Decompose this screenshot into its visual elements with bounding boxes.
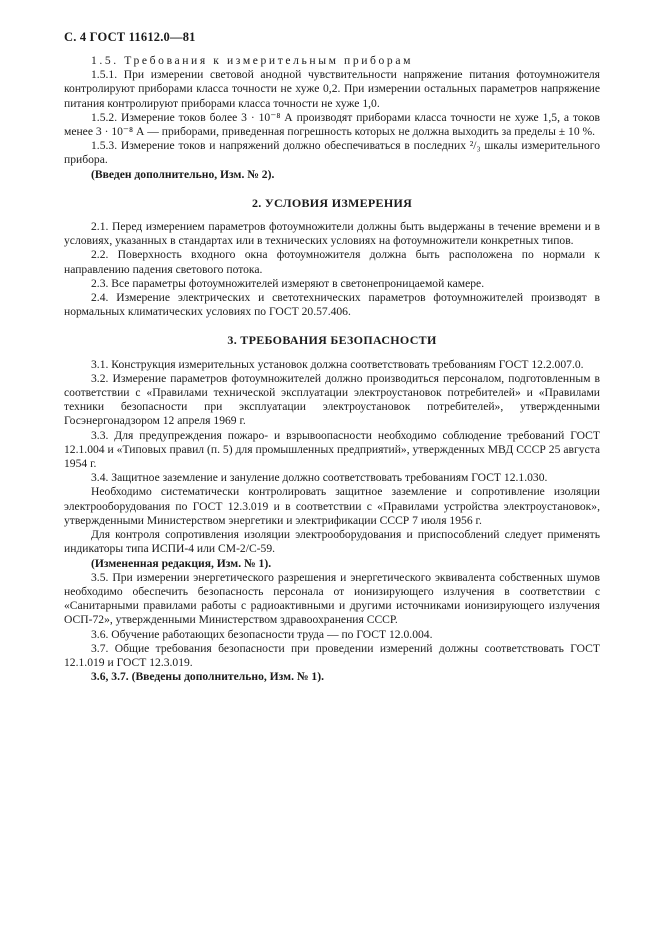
paragraph-3-6: 3.6. Обучение работающих безопасности труда — по ГОСТ 12.0.004. xyxy=(91,627,433,641)
paragraph-3-1: 3.1. Конструкция измерительных установок должна соответствовать требованиям ГОСТ 12.2.007.0. xyxy=(91,357,584,371)
paragraph-1-5-3: 1.5.3. Измерение токов и напряжений должно обеспечиваться в последних ²/₃ шкалы измерительного прибора. xyxy=(64,139,600,167)
paragraph-3-5: 3.5. При измерении энергетического разрешения и энергетического эквивалента собственных шумов необходимо обеспечить безопасность персонала от ионизирующего излучения в соответствии с «Санитарными правилами работы с радиоактивными и другими источниками ионизирующего излучения ОСП-72», утвержденными Министерством здравоохранения СССР. xyxy=(64,570,600,627)
paragraph-3-7: 3.7. Общие требования безопасности при проведении измерений должны соответствовать ГОСТ 12.1.019 и ГОСТ 12.3.019. xyxy=(64,641,600,669)
paragraph-3-4-indicators: Для контроля сопротивления изоляции электрооборудования и приспособлений следует применять индикаторы типа ИСПИ-4 или СМ-2/С-59. xyxy=(64,528,600,556)
paragraph-2-2: 2.2. Поверхность входного окна фотоумножителя должна быть расположена по нормали к направлению падения светового потока. xyxy=(64,248,600,276)
document-body xyxy=(64,54,600,684)
paragraph-3-2: 3.2. Измерение параметров фотоумножителей должно производиться персоналом, подготовленным в соответствии с «Правилами технической эксплуатации электроустановок потребителей» и «Правилами техники безопасности при эксплуатации электроустановок потребителей», утвержденными Госэнергонадзором 12 апреля 1969 г. xyxy=(64,371,600,428)
paragraph-2-3: 2.3. Все параметры фотоумножителей измеряют в светонепроницаемой камере. xyxy=(91,276,485,290)
section-2-heading: 2. УСЛОВИЯ ИЗМЕРЕНИЯ xyxy=(251,195,413,210)
paragraph-1-5-1: 1.5.1. При измерении световой анодной чувствительности напряжение питания фотоумножителя контролируют приборами класса точности не хуже 0,2. При измерении остальных параметров напряжение питания контролируют приборами класса точности не хуже 1,0. xyxy=(64,68,600,110)
amendment-note-3-6-3-7: 3.6, 3.7. (Введены дополнительно, Изм. № 1). xyxy=(91,670,324,684)
paragraph-2-4: 2.4. Измерение электрических и светотехнических параметров фотоумножителей производят в нормальных климатических условиях по ГОСТ 20.57.406. xyxy=(64,291,600,319)
section-3-heading: 3. ТРЕБОВАНИЯ БЕЗОПАСНОСТИ xyxy=(227,333,437,348)
paragraph-3-3: 3.3. Для предупреждения пожаро- и взрывоопасности необходимо соблюдение требований ГОСТ 12.1.004 и «Типовых правил (п. 5) для промышленных предприятий», утвержденных МВД СССР 25 августа 1954 г. xyxy=(64,428,600,471)
paragraph-3-4: 3.4. Защитное заземление и зануление должно соответствовать требованиям ГОСТ 12.1.030. xyxy=(91,471,548,485)
paragraph-1-5-2: 1.5.2. Измерение токов более 3 · 10⁻⁸ А производят приборами класса точности не хуже 1,5, а токов менее 3 · 10⁻⁸ А — приборами, приведенная погрешность которых не должна выходить за пределы ± 10 %. xyxy=(64,110,600,139)
amendment-note-3-4: (Измененная редакция, Изм. № 1). xyxy=(91,556,272,570)
paragraph-2-1: 2.1. Перед измерением параметров фотоумножители должны быть выдержаны в течение времени и в условиях, указанных в стандартах или в технических условиях на фотоумножители конкретных типов. xyxy=(64,220,600,248)
section-1-5-title: 1.5. Требования к измерительным приборам xyxy=(91,54,414,67)
amendment-note-1-5: (Введен дополнительно, Изм. № 2). xyxy=(91,167,275,181)
page-header: С. 4 ГОСТ 11612.0—81 xyxy=(64,30,196,44)
paragraph-3-4-grounding: Необходимо систематически контролировать защитное заземление и сопротивление изоляции электрооборудования по ГОСТ 12.3.019 и в соответствии с «Правилами устройства электроустановок», утвержденными Министерством энергетики и электрификации СССР 7 июля 1956 г. xyxy=(64,485,600,527)
